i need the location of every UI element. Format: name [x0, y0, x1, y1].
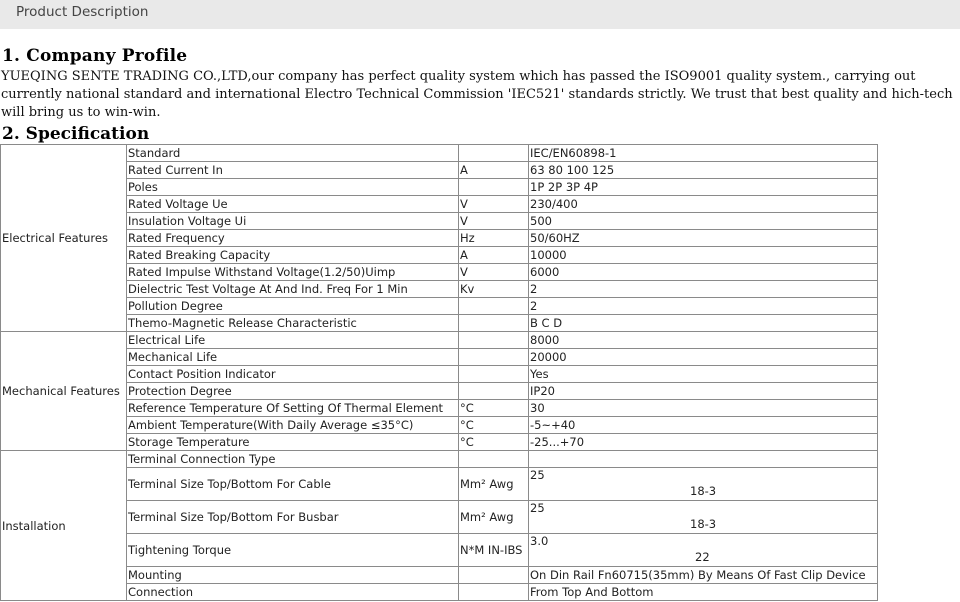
- table-row: [1, 264, 878, 281]
- value-cell: 2: [529, 281, 878, 298]
- unit-cell: [459, 315, 529, 332]
- unit-cell: °C: [459, 434, 529, 451]
- value-cell: 63 80 100 125: [529, 162, 878, 179]
- unit-cell: Kv: [459, 281, 529, 298]
- table-row: [1, 451, 878, 468]
- value-cell: 1P 2P 3P 4P: [529, 179, 878, 196]
- param-cell: Tightening Torque: [127, 534, 459, 567]
- param-cell: Themo-Magnetic Release Characteristic: [127, 315, 459, 332]
- value-cell: [529, 451, 878, 468]
- table-row: [1, 584, 878, 601]
- unit-cell: V: [459, 264, 529, 281]
- table-row: [1, 366, 878, 383]
- value-cell: 10000: [529, 247, 878, 264]
- unit-cell: Hz: [459, 230, 529, 247]
- table-row: [1, 534, 878, 567]
- value-cell: 50/60HZ: [529, 230, 878, 247]
- value-cell: B C D: [529, 315, 878, 332]
- value-metric: 25: [530, 468, 545, 482]
- value-cell: IP20: [529, 383, 878, 400]
- group-label-mechanical: Mechanical Features: [1, 332, 127, 451]
- param-cell: Storage Temperature: [127, 434, 459, 451]
- value-cell: From Top And Bottom: [529, 584, 878, 601]
- table-row: [1, 417, 878, 434]
- unit-cell: [459, 383, 529, 400]
- unit-cell: [459, 349, 529, 366]
- table-row: [1, 179, 878, 196]
- unit-cell: N*M IN-IBS: [459, 534, 529, 567]
- unit-cell: [459, 145, 529, 162]
- table-row: [1, 501, 878, 534]
- value-cell: -5~+40: [529, 417, 878, 434]
- value-cell: 500: [529, 213, 878, 230]
- unit-cell: °C: [459, 417, 529, 434]
- unit-cell: V: [459, 213, 529, 230]
- unit-cell: A: [459, 247, 529, 264]
- table-row: [1, 567, 878, 584]
- table-row: [1, 434, 878, 451]
- value-cell: On Din Rail Fn60715(35mm) By Means Of Fast Clip Device: [529, 567, 878, 584]
- unit-cell: [459, 179, 529, 196]
- value-cell: 20000: [529, 349, 878, 366]
- value-cell: Yes: [529, 366, 878, 383]
- value-cell: 6000: [529, 264, 878, 281]
- group-label-electrical: Electrical Features: [1, 145, 127, 332]
- value-cell: 8000: [529, 332, 878, 349]
- company-profile-heading: 1. Company Profile: [2, 46, 188, 66]
- unit-cell: V: [459, 196, 529, 213]
- param-cell: Rated Frequency: [127, 230, 459, 247]
- param-cell: Mounting: [127, 567, 459, 584]
- unit-cell: °C: [459, 400, 529, 417]
- table-row: [1, 383, 878, 400]
- param-cell: Insulation Voltage Ui: [127, 213, 459, 230]
- param-cell: Mechanical Life: [127, 349, 459, 366]
- param-cell: Poles: [127, 179, 459, 196]
- table-row: [1, 213, 878, 230]
- value-cell: [529, 468, 878, 501]
- unit-cell: A: [459, 162, 529, 179]
- param-cell: Contact Position Indicator: [127, 366, 459, 383]
- table-row: [1, 281, 878, 298]
- param-cell: Rated Voltage Ue: [127, 196, 459, 213]
- value-cell: IEC/EN60898-1: [529, 145, 878, 162]
- unit-cell: [459, 366, 529, 383]
- value-metric: 25: [530, 501, 545, 515]
- unit-cell: [459, 451, 529, 468]
- table-row: [1, 332, 878, 349]
- param-cell: Rated Current In: [127, 162, 459, 179]
- value-cell: [529, 501, 878, 534]
- unit-cell: Mm² Awg: [459, 468, 529, 501]
- table-row: [1, 315, 878, 332]
- param-cell: Protection Degree: [127, 383, 459, 400]
- unit-cell: [459, 584, 529, 601]
- table-row: [1, 145, 878, 162]
- param-cell: Rated Impulse Withstand Voltage(1.2/50)Uimp: [127, 264, 459, 281]
- table-row: [1, 349, 878, 366]
- unit-cell: [459, 298, 529, 315]
- param-cell: Dielectric Test Voltage At And Ind. Freq For 1 Min: [127, 281, 459, 298]
- group-label-installation: Installation: [1, 451, 127, 601]
- unit-cell: [459, 567, 529, 584]
- table-row: [1, 298, 878, 315]
- param-cell: Electrical Life: [127, 332, 459, 349]
- param-cell: Terminal Connection Type: [127, 451, 459, 468]
- value-cell: 30: [529, 400, 878, 417]
- value-cell: 230/400: [529, 196, 878, 213]
- value-awg: 18-3: [690, 517, 717, 531]
- table-row: [1, 247, 878, 264]
- value-metric: 3.0: [530, 534, 549, 548]
- param-cell: Pollution Degree: [127, 298, 459, 315]
- table-row: [1, 230, 878, 247]
- param-cell: Reference Temperature Of Setting Of Thermal Element: [127, 400, 459, 417]
- value-imperial: 22: [695, 550, 710, 564]
- value-cell: -25...+70: [529, 434, 878, 451]
- value-cell: [529, 534, 878, 567]
- table-row: [1, 196, 878, 213]
- param-cell: Connection: [127, 584, 459, 601]
- specification-table: [0, 144, 878, 601]
- specification-heading: 2. Specification: [2, 124, 150, 144]
- table-row: [1, 400, 878, 417]
- param-cell: Terminal Size Top/Bottom For Cable: [127, 468, 459, 501]
- value-awg: 18-3: [690, 484, 717, 498]
- value-cell: 2: [529, 298, 878, 315]
- table-row: [1, 162, 878, 179]
- unit-cell: Mm² Awg: [459, 501, 529, 534]
- param-cell: Ambient Temperature(With Daily Average ≤35°C): [127, 417, 459, 434]
- company-profile-text: YUEQING SENTE TRADING CO.,LTD,our company has perfect quality system which has passed the ISO9001 quality system., carrying out currently national standard and international Electro Technical Commission 'IEC521' standards strictly. We trust that best quality and hich-tech will bring us to win-win.: [1, 69, 953, 120]
- product-description-tab[interactable]: [0, 0, 960, 29]
- tab-label: Product Description: [16, 4, 149, 20]
- param-cell: Terminal Size Top/Bottom For Busbar: [127, 501, 459, 534]
- param-cell: Rated Breaking Capacity: [127, 247, 459, 264]
- table-row: [1, 468, 878, 501]
- param-cell: Standard: [127, 145, 459, 162]
- unit-cell: [459, 332, 529, 349]
